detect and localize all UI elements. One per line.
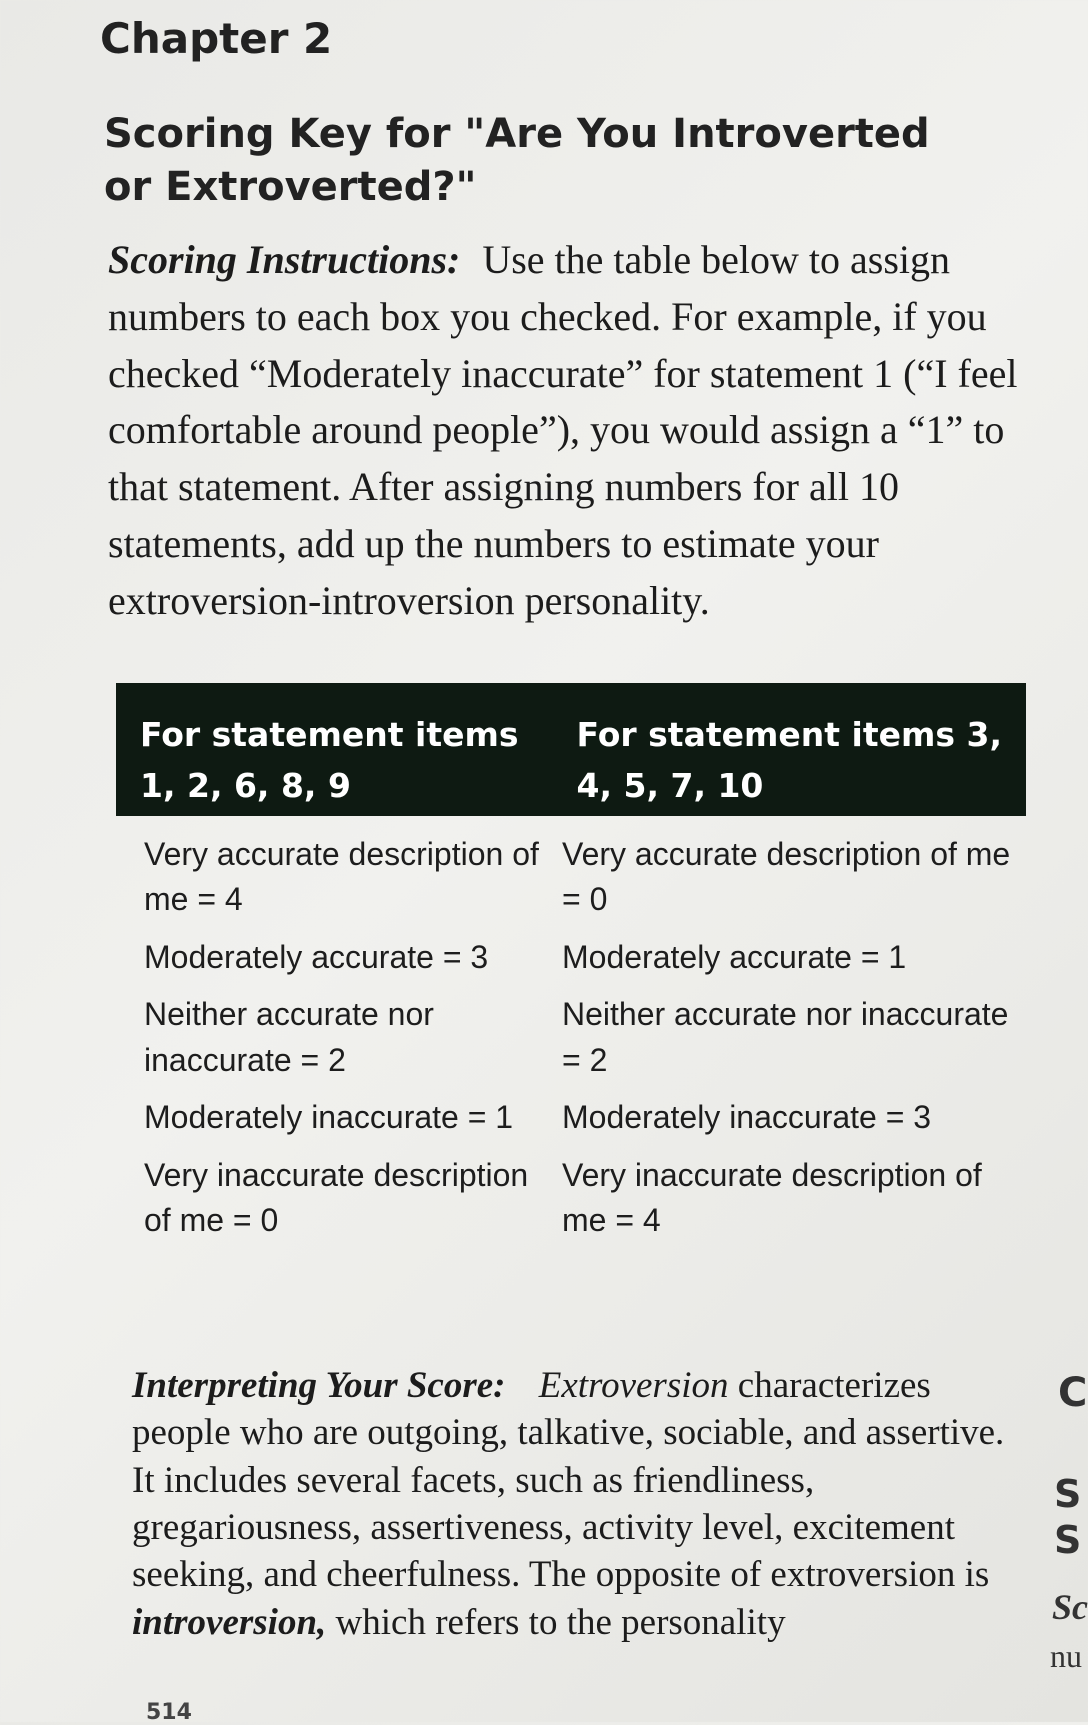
table-cell: Very inaccurate description of me = 4 [562,1156,982,1239]
instructions-lead: Scoring Instructions: [108,237,461,282]
table-cell: Moderately inaccurate = 3 [562,1099,932,1136]
adjacent-page-fragment: Sc [1052,1587,1088,1627]
scoring-table-body [116,816,1026,1256]
table-cell: Neither accurate nor inaccurate = 2 [562,996,1009,1078]
scoring-column-2 [556,832,1024,1256]
table-cell: Moderately inaccurate = 1 [144,1099,514,1136]
table-cell: Moderately accurate = 1 [562,938,907,975]
interpreting-text-1: characterizes people who are outgoing, talkative, sociable, and assertive. It includes several facets, such as friendliness, gregariousness, assertiveness, activity level, excitement seeking, and cheerfulness. The opposite of extroversion is [132,1365,1005,1596]
adjacent-page-fragment: S [1054,1472,1082,1516]
chapter-label: Chapter 2 [100,14,333,63]
scoring-table-header [116,683,1026,816]
interpreting-text-2: which refers to the personality [335,1601,786,1643]
scoring-instructions [108,232,1043,630]
interpreting-lead: Interpreting Your Score: [132,1365,506,1406]
adjacent-page-fragment: nu [1050,1638,1082,1674]
header-items-1-2-6-8-9: For statement items 1, 2, 6, 8, 9 [140,715,519,806]
table-cell: Very inaccurate description of me = 0 [144,1156,529,1239]
table-cell: Very accurate description of me = 4 [144,836,539,918]
adjacent-page-fragment: S [1054,1518,1082,1562]
term-introversion: introversion, [132,1601,327,1643]
scoring-table [116,683,1026,1256]
scoring-column-1 [116,832,556,1256]
instructions-text: Use the table below to assign numbers to each box you checked. For example, if you checked “Moderately inaccurate” for statement 1 (“I feel comfortable around people”), you would assign a “1” to that statement. After assigning numbers for all 10 statements, add up the numbers to estimate your extroversion-introversion personality. [108,237,1018,623]
term-extroversion: Extroversion [538,1365,729,1406]
page-number: 514 [146,1700,192,1725]
header-items-3-4-5-7-10: For statement items 3, 4, 5, 7, 10 [576,715,1003,806]
section-heading: Scoring Key for "Are You Introverted or Extroverted?" [104,111,930,210]
interpreting-score [132,1362,1012,1646]
table-cell: Very accurate description of me = 0 [562,836,1011,918]
adjacent-page-fragment: C [1058,1370,1088,1416]
table-cell: Neither accurate nor inaccurate = 2 [144,996,434,1078]
table-cell: Moderately accurate = 3 [144,938,489,975]
